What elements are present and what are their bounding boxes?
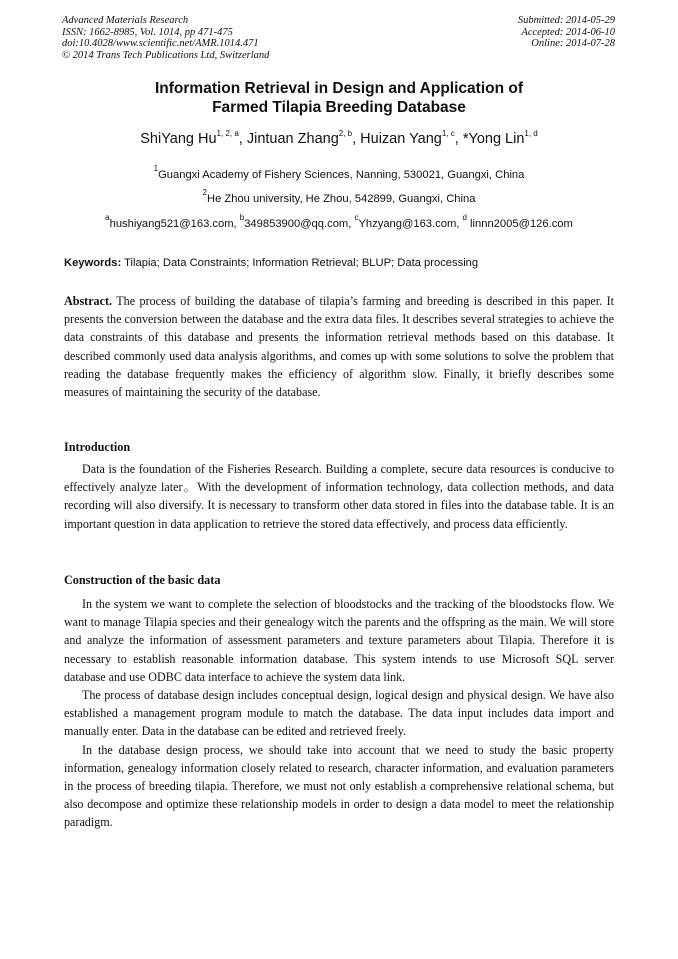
paragraph: In the system we want to complete the selection of bloodstocks and the tracking of the bloodstocks flow. We want to manage Tilapia species and their genealogy witch the parents and the offspring as the main. We will store and analyze the information of assessment parameters and texture parameters about Tilapia. Therefore it is necessary to establish reasonable information database. This system intends to use Microsoft SQL server database and use ODBC data interface to achieve the system data link. <box>64 597 614 684</box>
author-superscript: 1, 2, a <box>216 129 239 138</box>
keywords <box>64 256 478 270</box>
author-name: Huizan Yang <box>360 131 442 147</box>
author-name: *Yong Lin <box>462 131 525 147</box>
author-list <box>0 129 678 149</box>
author-superscript: 1, d <box>524 129 538 138</box>
submission-dates <box>518 15 615 50</box>
abstract-text: The process of building the database of tilapia’s farming and breeding is described in this paper. It presents the conversion between the database and the extra data files. It describes several strategies to achieve the data constraints of this database and presents the information retrieval methods based on this database. It described commonly used data analysis algorithms, and comes up with some solutions to solve the problem that reading the database frequently makes the efficiency of algorithm slow. Finally, it briefly describes some measures of maintaining the security of the database. <box>64 294 614 400</box>
journal-issn: ISSN: 1662-8985, Vol. 1014, pp 471-475 <box>62 26 233 38</box>
paragraph: The process of database design includes conceptual design, logical design and physical design. We have also established a management program module to match the database. The data input includes data import and manually enter. Data in the database can be edited and retrieved freely. <box>64 688 614 739</box>
email-superscript: c <box>354 213 359 222</box>
abstract-label: Abstract. <box>64 294 113 308</box>
author-separator: , <box>352 131 361 147</box>
email-superscript: d <box>462 213 467 222</box>
affiliation-superscript: 1 <box>153 164 159 173</box>
author-superscript: 1, c <box>441 129 455 138</box>
email-superscript: b <box>239 213 245 222</box>
keywords-text: Tilapia; Data Constraints; Information Retrieval; BLUP; Data processing <box>121 257 479 269</box>
author-separator: , <box>454 131 463 147</box>
keywords-label: Keywords: <box>64 257 122 269</box>
journal-info <box>62 15 269 61</box>
email-address: 349853900@qq.com, <box>244 218 355 230</box>
author-name: Jintuan Zhang <box>246 131 339 147</box>
affiliation-1 <box>0 164 678 182</box>
section-heading-construction: Construction of the basic data <box>64 573 221 587</box>
email-address: hushiyang521@163.com, <box>109 218 240 230</box>
affiliation-text: He Zhou university, He Zhou, 542899, Guangxi, China <box>207 193 476 205</box>
email-address: Yhzyang@163.com, <box>358 218 463 230</box>
affiliation-2 <box>0 188 678 206</box>
abstract <box>64 292 614 401</box>
author-name: ShiYang Hu <box>140 131 217 147</box>
author-separator: , <box>238 131 247 147</box>
paragraph: Data is the foundation of the Fisheries Research. Building a complete, secure data resources is conducive to effectively analyze later。With the development of information technology, data collection methods, and data recording will also diversify. It is necessary to transform other data stored in files into the database table. It is an important question in data application to retrieve the stored data effectively, and process data efficiently. <box>64 462 614 531</box>
journal-name: Advanced Materials Research <box>62 15 189 26</box>
author-superscript: 2, b <box>338 129 353 138</box>
journal-doi: doi:10.4028/www.scientific.net/AMR.1014.471 <box>62 38 259 50</box>
introduction-body <box>64 460 614 533</box>
email-list <box>0 213 678 231</box>
title-line-2: Farmed Tilapia Breeding Database <box>212 99 466 116</box>
online-date: Online: 2014-07-28 <box>531 38 615 50</box>
accepted-date: Accepted: 2014-06-10 <box>521 26 615 38</box>
email-superscript: a <box>105 213 110 222</box>
paragraph: In the database design process, we should take into account that we need to study the basic property information, genealogy information closely related to research, character information, and evaluation parameters in the process of breeding tilapia. Therefore, we must not only establish a comprehensive relational schema, but also decompose and optimize these relationship models in order to design a data model to meet the relationship paradigm. <box>64 742 614 830</box>
title-line-1: Information Retrieval in Design and Application of <box>154 80 523 97</box>
affiliation-superscript: 2 <box>202 188 207 197</box>
section-heading-introduction: Introduction <box>64 440 131 454</box>
construction-body <box>64 595 614 832</box>
paper-title <box>0 79 678 117</box>
email-address: linnn2005@126.com <box>466 218 573 230</box>
journal-copyright: © 2014 Trans Tech Publications Ltd, Switzerland <box>62 49 270 61</box>
affiliation-text: Guangxi Academy of Fishery Sciences, Nanning, 530021, Guangxi, China <box>158 169 525 181</box>
submitted-date: Submitted: 2014-05-29 <box>517 15 615 26</box>
